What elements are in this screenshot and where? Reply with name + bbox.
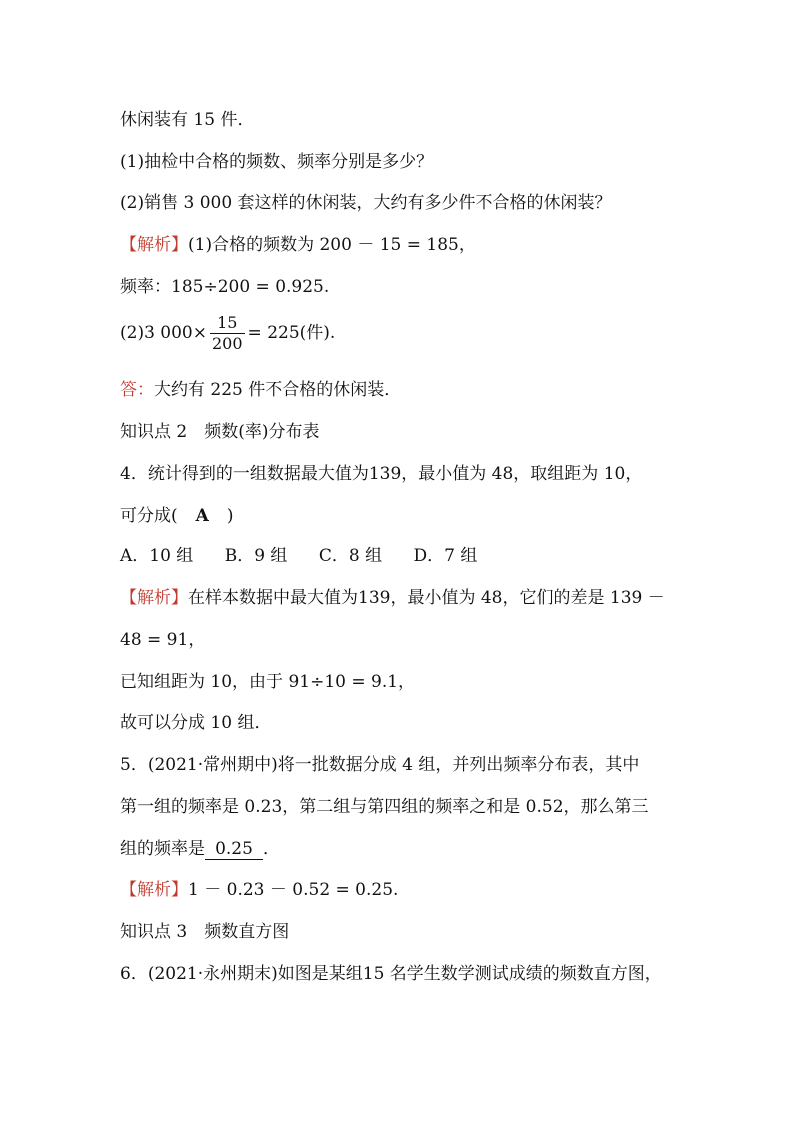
solution-tag: 【解析】 — [120, 880, 188, 900]
question-4: 4．统计得到的一组数据最大值为139，最小值为 48，取组距为 10， — [120, 464, 643, 484]
question-4-prefix: 可分成( — [120, 506, 178, 526]
question-4-choices — [120, 544, 694, 568]
question-5: 5．(2021·常州期中)将一批数据分成 4 组，并列出频率分布表，其中 — [120, 755, 640, 775]
solution-line: 48 = 91， — [120, 630, 206, 650]
solution-text: 在样本数据中最大值为139，最小值为 48，它们的差是 139 － — [188, 588, 665, 608]
fraction-denominator: 200 — [212, 334, 243, 353]
question-4-continued — [120, 504, 694, 528]
answer-blank: 0.25 — [205, 839, 263, 860]
solution-text: (1)合格的频数为 200 － 15 = 185， — [188, 235, 476, 255]
question-5-blank-line — [120, 837, 694, 861]
fraction-prefix: (2)3 000× — [120, 323, 207, 343]
question-5-suffix: ． — [263, 839, 280, 859]
question-6: 6．(2021·永州期末)如图是某组15 名学生数学测试成绩的频数直方图， — [120, 964, 662, 984]
question-5-continued: 第一组的频率是 0.23，第二组与第四组的频率之和是 0.52，那么第三 — [120, 797, 649, 817]
solution-fraction-line — [120, 312, 694, 354]
solution-line — [120, 878, 694, 902]
answer-line — [120, 378, 694, 402]
question-4-answer: A — [195, 506, 209, 526]
fraction-numerator: 15 — [217, 313, 238, 332]
solution-text: 1 － 0.23 － 0.52 = 0.25. — [188, 880, 399, 900]
solution-tag: 【解析】 — [120, 588, 188, 608]
choice-d: D．7 组 — [413, 546, 478, 566]
fraction-suffix: = 225(件). — [247, 323, 336, 343]
question-4-suffix: ) — [226, 506, 234, 526]
knowledge-point-2: 知识点 2 频数(率)分布表 — [120, 422, 320, 442]
choice-c: C．8 组 — [318, 546, 383, 566]
answer-text: 大约有 225 件不合格的休闲装． — [154, 380, 402, 400]
solution-line — [120, 586, 694, 610]
solution-line — [120, 233, 694, 257]
solution-line: 频率：185÷200 = 0.925. — [120, 277, 330, 297]
choice-b: B．9 组 — [224, 546, 288, 566]
knowledge-point-3: 知识点 3 频数直方图 — [120, 922, 290, 942]
text-line: 休闲装有 15 件． — [120, 110, 255, 130]
solution-tag: 【解析】 — [120, 235, 188, 255]
question-part-1: (1)抽检中合格的频数、频率分别是多少？ — [120, 152, 434, 172]
answer-tag: 答： — [120, 380, 154, 400]
choice-a: A．10 组 — [120, 546, 194, 566]
solution-line: 已知组距为 10，由于 91÷10 = 9.1， — [120, 672, 416, 692]
solution-line: 故可以分成 10 组． — [120, 713, 272, 733]
question-5-prefix: 组的频率是 — [120, 839, 205, 859]
fraction — [210, 313, 245, 354]
question-part-2: (2)销售 3 000 套这样的休闲装，大约有多少件不合格的休闲装？ — [120, 193, 612, 213]
